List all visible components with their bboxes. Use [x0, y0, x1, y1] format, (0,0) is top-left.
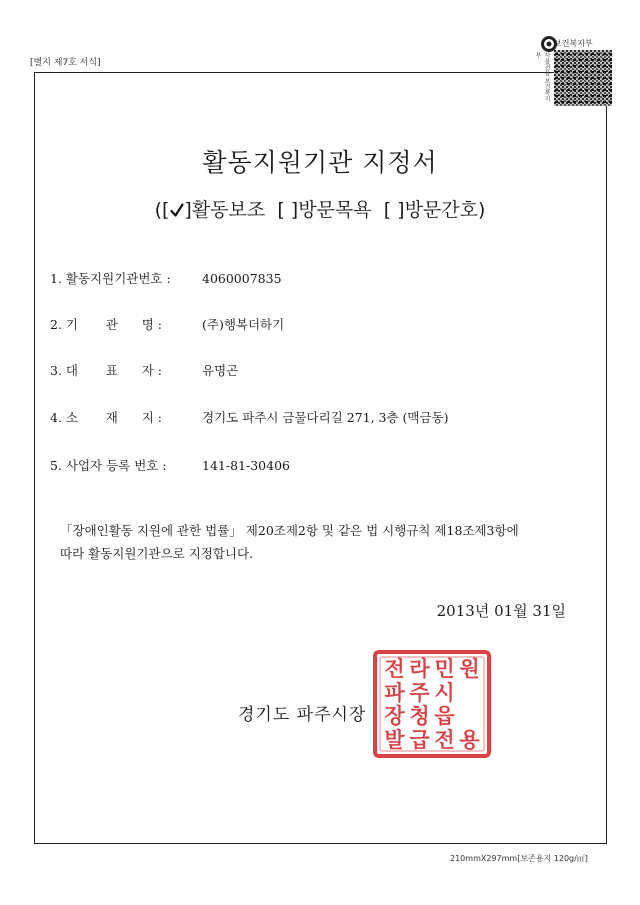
field-value: (주)행복더하기 [202, 317, 285, 332]
cert-pattern [554, 50, 612, 106]
statement-line-1: 「장애인활동 지원에 관한 법률」 제20조제2항 및 같은 법 시행규칙 제18조제3항에 [60, 523, 519, 538]
seal-char: 주 [409, 679, 430, 705]
field-label: 4. 소 재 지 : [50, 410, 162, 425]
field-label: 1. 활동지원기관번호 : [50, 271, 171, 286]
designation-types [0, 195, 640, 222]
issuer-name: 경기도 파주시장 [238, 705, 367, 725]
designation-statement [60, 519, 600, 565]
field-agency-number [50, 268, 590, 290]
official-seal [372, 649, 492, 759]
cert-vertical-text: 사용전용 보건복지부 [534, 52, 550, 102]
field-label: 2. 기 관 명 : [50, 317, 162, 332]
types-open-paren: ( [154, 199, 162, 221]
types-item3: [ ]방문간호 [371, 199, 478, 221]
seal-char [457, 681, 482, 705]
seal-char: 급 [409, 726, 430, 752]
seal-char: 전 [434, 726, 455, 752]
types-item2: [ ]방문목욕 [265, 199, 372, 221]
field-address [50, 407, 590, 429]
checkmark-icon [170, 203, 184, 218]
statement-line-2: 따라 활동지원기관으로 지정합니다. [60, 546, 254, 561]
seal-char: 시 [434, 679, 455, 705]
seal-char [457, 704, 482, 728]
seal-char: 장 [384, 703, 405, 728]
form-number: [별지 제7호 서식] [30, 58, 101, 68]
document-title: 활동지원기관 지정서 [202, 148, 438, 177]
field-label: 3. 대 표 자 : [50, 363, 162, 378]
types-item1-label: ]활동보조 [184, 199, 266, 221]
cert-brand: 보건복지부 [554, 39, 593, 48]
issue-date: 2013년 01월 31일 [436, 602, 566, 620]
seal-char: 발 [384, 726, 405, 752]
seal-char: 파 [384, 679, 405, 705]
seal-characters [382, 657, 482, 751]
field-representative [50, 360, 590, 382]
certification-mark [534, 38, 612, 106]
field-value: 경기도 파주시 금물다리길 271, 3층 (맥금동) [202, 410, 449, 425]
seal-char: 읍 [434, 703, 455, 728]
seal-char: 원 [459, 656, 480, 681]
field-value: 141-81-30406 [202, 458, 290, 473]
field-agency-name [50, 314, 590, 336]
field-value: 4060007835 [202, 271, 282, 286]
types-close-paren: ) [478, 199, 486, 221]
paper-spec-footer: 210mmX297mm[보존용지 120g/㎡] [450, 854, 588, 863]
seal-char: 용 [459, 726, 480, 752]
field-label: 5. 사업자 등록 번호 : [50, 458, 167, 473]
types-item1-box: [ [161, 199, 170, 221]
seal-char: 청 [409, 703, 430, 728]
field-value: 유명곤 [202, 363, 239, 378]
seal-char: 라 [409, 656, 430, 681]
seal-char: 민 [434, 656, 455, 681]
field-business-reg-number [50, 455, 590, 477]
seal-char: 전 [384, 656, 405, 681]
